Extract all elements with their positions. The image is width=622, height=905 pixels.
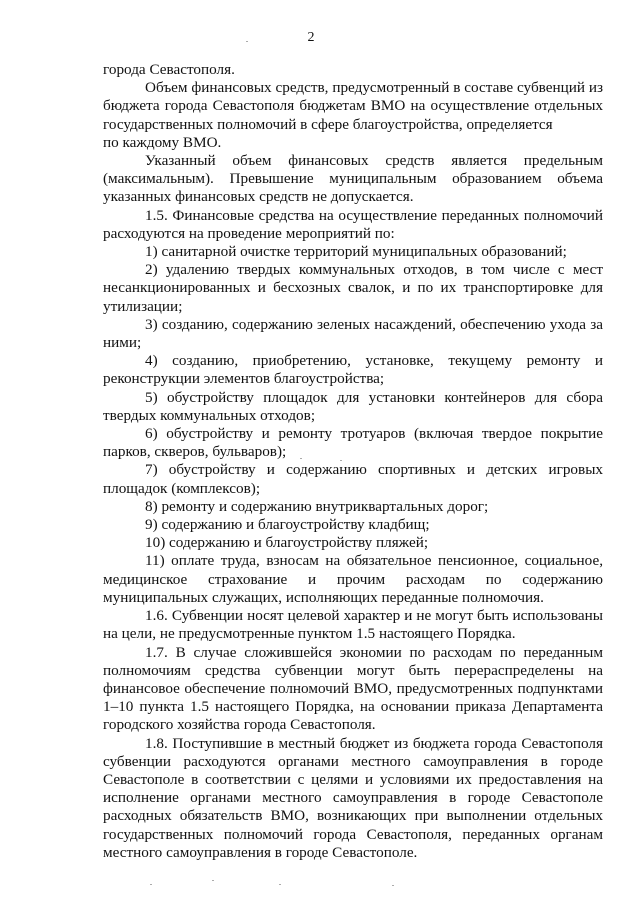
paragraph-funding-volume: Объем финансовых средств, предусмотренный в составе субвенций из бюджета города Севастополя бюджетам ВМО на осуществление отдельных государственных полномочий в сфере благоустройства, определяется xyxy=(103,79,603,133)
paragraph-1-5: 1.5. Финансовые средства на осуществление переданных полномочий расходуются на проведение мероприятий по: xyxy=(103,206,603,242)
paragraph-1-6: 1.6. Субвенции носят целевой характер и не могут быть использованы на цели, не предусмотренные пунктом 1.5 настоящего Порядка. xyxy=(103,607,603,643)
page-number: 2 xyxy=(307,30,315,45)
scan-speck xyxy=(246,41,248,42)
paragraph-per-vmo: по каждому ВМО. xyxy=(103,133,222,151)
list-item-3: 3) созданию, содержанию зеленых насаждений, обеспечению ухода за ними; xyxy=(103,315,603,352)
scan-speck xyxy=(392,885,394,886)
scan-speck xyxy=(150,884,152,885)
scan-speck xyxy=(340,460,342,461)
scan-speck xyxy=(300,458,302,459)
scan-speck xyxy=(279,884,281,885)
list-item-9: 9) содержанию и благоустройству кладбищ; xyxy=(145,516,430,534)
list-item-4: 4) созданию, приобретению, установке, текущему ремонту и реконструкции элементов благоустройства; xyxy=(103,352,603,388)
scan-speck xyxy=(212,880,214,881)
list-item-10: 10) содержанию и благоустройству пляжей; xyxy=(145,534,429,552)
list-item-6: 6) обустройству и ремонту тротуаров (включая твердое покрытие парков, скверов, бульваров); xyxy=(103,425,603,461)
document-body xyxy=(103,61,603,862)
paragraph-limit: Указанный объем финансовых средств является предельным (максимальным). Превышение муниципальным образованием объема указанных финансовых средств не допускается. xyxy=(103,152,603,206)
paragraph-1-8: 1.8. Поступившие в местный бюджет из бюджета города Севастополя субвенции расходуются органами местного самоуправления в городе Севастополе в соответствии с целями и условиями их предоставления на исполнение органами местного самоуправления в городе Севастополе расходных обязательств ВМО, возникающих при выполнении отдельных государственных полномочий города Севастополя, переданных органам местного самоуправления в городе Севастополе. xyxy=(103,734,603,861)
list-item-7: 7) обустройству и содержанию спортивных и детских игровых площадок (комплексов); xyxy=(103,461,603,497)
list-item-11: 11) оплате труда, взносам на обязательное пенсионное, социальное, медицинское страхование и прочим расходам по содержанию муниципальных служащих, исполняющих переданные полномочия. xyxy=(103,552,603,606)
paragraph-continuation: города Севастополя. xyxy=(103,61,235,78)
list-item-1: 1) санитарной очистке территорий муниципальных образований; xyxy=(145,243,567,261)
list-item-2: 2) удалению твердых коммунальных отходов, в том числе с мест несанкционированных и бесхозных свалок, и по их транспортировке для утилизации; xyxy=(103,261,603,315)
list-item-5: 5) обустройству площадок для установки контейнеров для сбора твердых коммунальных отходов; xyxy=(103,388,603,424)
paragraph-1-7: 1.7. В случае сложившейся экономии по расходам по переданным полномочиям средства субвенции могут быть перераспределены на финансовое обеспечение полномочий ВМО, предусмотренных подпунктами 1–10 пункта 1.5 настоящего Порядка, на основании приказа Департамента городского хозяйства города Севастополя. xyxy=(103,643,603,734)
list-item-8: 8) ремонту и содержанию внутриквартальных дорог; xyxy=(145,497,489,515)
